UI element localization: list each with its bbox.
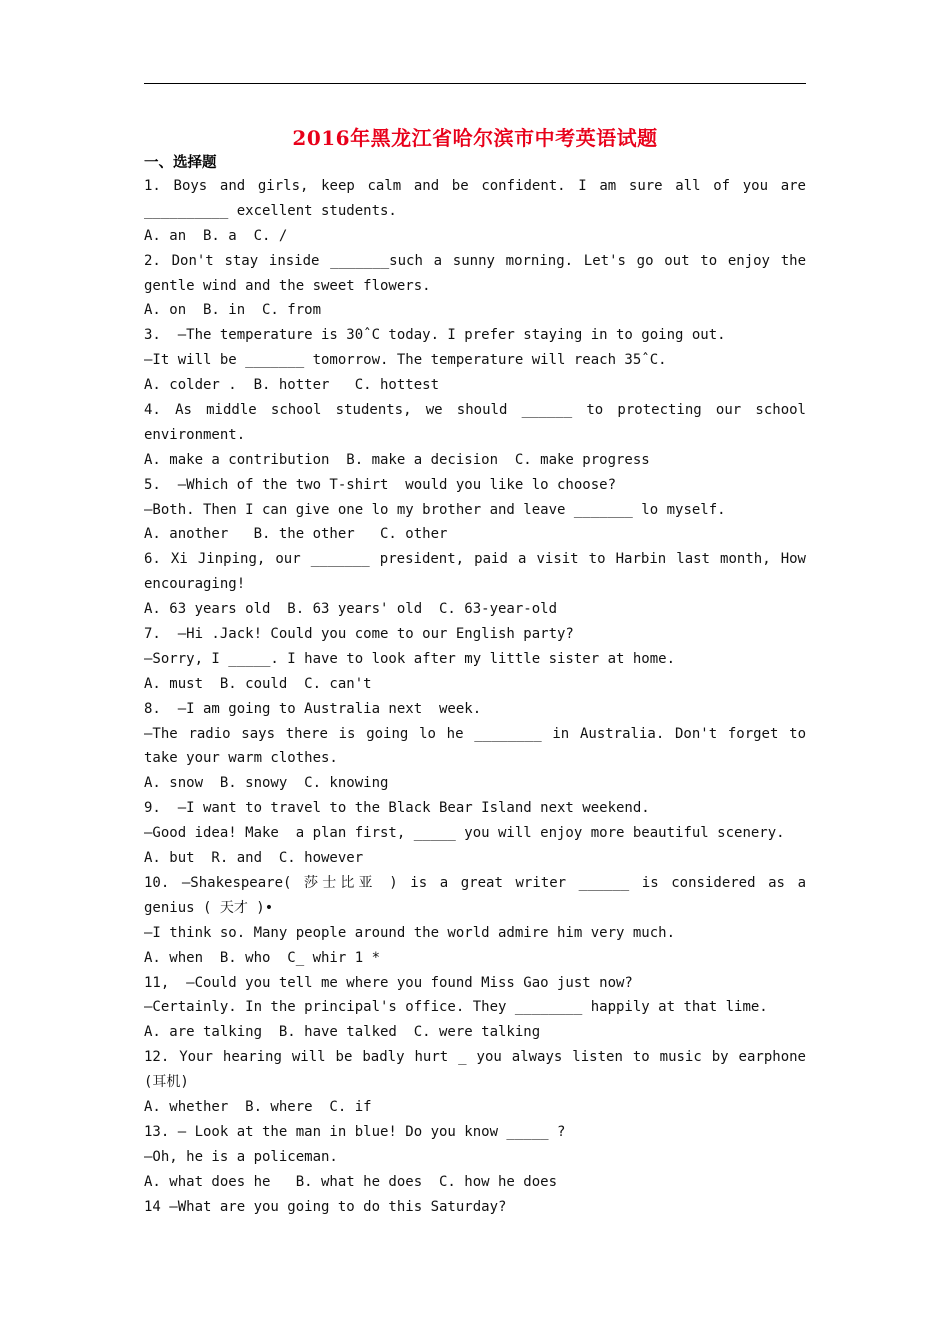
question-line: A. when B. who C_ whir 1 *: [144, 949, 381, 966]
question-line: A. an B. a C. /: [144, 227, 288, 244]
question-line: A. 63 years old B. 63 years' old C. 63-year-old: [144, 601, 558, 618]
question-line: environment.: [144, 426, 246, 443]
question-line: (耳机): [144, 1074, 189, 1091]
question-line: 5. —Which of the two T-shirt would you like lo choose?: [144, 476, 617, 493]
question-line: 9. —I want to travel to the Black Bear Island next weekend.: [144, 800, 650, 817]
question-line: 10. —Shakespeare( 莎士比亚 ) is a great writer ______ is considered as a: [144, 874, 806, 891]
question-line: A. make a contribution B. make a decision C. make progress: [144, 451, 650, 468]
question-line: 6. Xi Jinping, our _______ president, paid a visit to Harbin last month, How: [144, 551, 806, 568]
question-line: take your warm clothes.: [144, 750, 338, 767]
question-line: 13. — Look at the man in blue! Do you know _____ ?: [144, 1123, 566, 1140]
question-line: A. must B. could C. can't: [144, 675, 372, 692]
question-line: A. what does he B. what he does C. how he does: [144, 1173, 558, 1190]
question-line: __________ excellent students.: [144, 202, 397, 219]
question-line: A. but R. and C. however: [144, 850, 364, 867]
question-line: —Both. Then I can give one lo my brother and leave _______ lo myself.: [144, 501, 726, 518]
question-line: 4. As middle school students, we should ______ to protecting our school: [144, 402, 806, 419]
question-line: gentle wind and the sweet flowers.: [144, 277, 431, 294]
question-line: encouraging!: [144, 576, 246, 593]
question-line: —Sorry, I _____. I have to look after my little sister at home.: [144, 650, 676, 667]
question-line: 2. Don't stay inside _______such a sunny morning. Let's go out to enjoy the: [144, 252, 806, 269]
question-line: —I think so. Many people around the world admire him very much.: [144, 924, 676, 941]
question-line: —It will be _______ tomorrow. The temperature will reach 35ˆC.: [144, 352, 667, 369]
question-line: 8. —I am going to Australia next week.: [144, 700, 482, 717]
question-line: A. another B. the other C. other: [144, 526, 448, 543]
question-line: 12. Your hearing will be badly hurt _ you always listen to music by earphone: [144, 1049, 806, 1066]
question-line: 11, —Could you tell me where you found Miss Gao just now?: [144, 974, 633, 991]
question-line: —Certainly. In the principal's office. They ________ happily at that lime.: [144, 999, 768, 1016]
question-line: A. are talking B. have talked C. were talking: [144, 1024, 541, 1041]
question-line: —Oh, he is a policeman.: [144, 1148, 338, 1165]
question-line: —Good idea! Make a plan first, _____ you will enjoy more beautiful scenery.: [144, 825, 785, 842]
question-line: A. snow B. snowy C. knowing: [144, 775, 389, 792]
question-line: 1. Boys and girls, keep calm and be confident. I am sure all of you are: [144, 178, 806, 194]
page-title: 2016年黑龙江省哈尔滨市中考英语试题: [292, 126, 658, 150]
question-line: genius ( 天才 )•: [144, 899, 274, 916]
question-line: 7. —Hi .Jack! Could you come to our English party?: [144, 626, 574, 643]
question-line: A. on B. in C. from: [144, 302, 322, 319]
question-line: —The radio says there is going lo he ________ in Australia. Don't forget to: [144, 725, 806, 742]
question-body: [144, 174, 806, 1219]
header-rule: [144, 83, 806, 84]
section-heading: 一、选择题: [144, 155, 217, 171]
question-line: A. whether B. where C. if: [144, 1098, 372, 1115]
question-line: A. colder . B. hotter C. hottest: [144, 377, 440, 394]
question-line: 3. —The temperature is 30ˆC today. I prefer staying in to going out.: [144, 327, 726, 344]
question-line: 14 —What are you going to do this Saturday?: [144, 1198, 507, 1215]
